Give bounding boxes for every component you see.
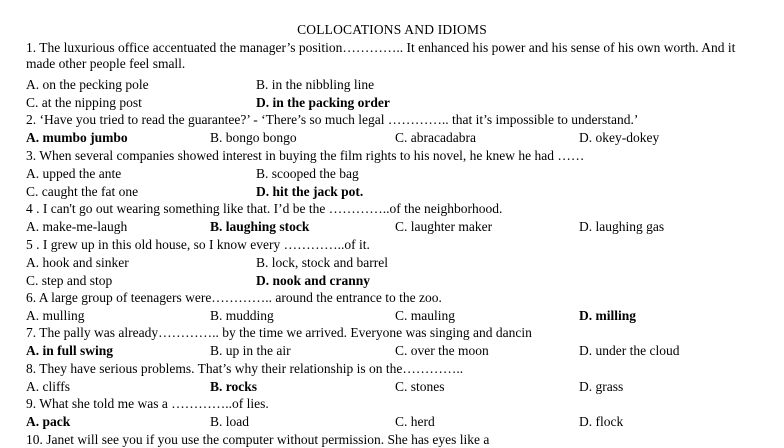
q3-option-c: C. caught the fat one bbox=[26, 184, 139, 199]
q1-option-a: A. on the pecking pole bbox=[26, 77, 149, 92]
q1-option-b: B. in the nibbling line bbox=[256, 77, 375, 92]
q8-option-d: D. grass bbox=[579, 379, 624, 394]
q4-option-c: C. laughter maker bbox=[395, 219, 493, 234]
q7-option-a: A. in full swing bbox=[26, 343, 114, 358]
q6-option-a: A. mulling bbox=[26, 308, 85, 323]
question-6: 6. A large group of teenagers were………….. around the entrance to the zoo. bbox=[26, 290, 442, 305]
q4-option-d: D. laughing gas bbox=[579, 219, 665, 234]
q2-option-a: A. mumbo jumbo bbox=[26, 130, 128, 145]
q9-option-a: A. pack bbox=[26, 414, 71, 429]
q7-option-b: B. up in the air bbox=[210, 343, 291, 358]
q4-option-b: B. laughing stock bbox=[210, 219, 310, 234]
q5-option-b: B. lock, stock and barrel bbox=[256, 255, 388, 270]
q9-option-c: C. herd bbox=[395, 414, 435, 429]
question-2: 2. ‘Have you tried to read the guarantee?’ - ‘There’s so much legal ………….. that it’s impossible to understand.’ bbox=[26, 112, 639, 127]
q6-option-c: C. mauling bbox=[395, 308, 455, 323]
q3-option-d: D. hit the jack pot. bbox=[256, 184, 364, 199]
q8-option-a: A. cliffs bbox=[26, 379, 70, 394]
question-8: 8. They have serious problems. That’s why their relationship is on the………….. bbox=[26, 361, 464, 376]
q9-option-b: B. load bbox=[210, 414, 249, 429]
q2-option-c: C. abracadabra bbox=[395, 130, 476, 145]
question-3: 3. When several companies showed interest in buying the film rights to his novel, he knew he had …… bbox=[26, 148, 585, 163]
q3-option-a: A. upped the ante bbox=[26, 166, 122, 181]
q6-option-d: D. milling bbox=[579, 308, 637, 323]
question-10: 10. Janet will see you if you use the computer without permission. She has eyes like a bbox=[26, 432, 490, 447]
q7-option-d: D. under the cloud bbox=[579, 343, 680, 358]
question-4: 4 . I can't go out wearing something like that. I’d be the …………..of the neighborhood. bbox=[26, 201, 503, 216]
document-title: COLLOCATIONS AND IDIOMS bbox=[297, 22, 487, 37]
question-9: 9. What she told me was a …………..of lies. bbox=[26, 396, 269, 411]
q7-option-c: C. over the moon bbox=[395, 343, 489, 358]
q6-option-b: B. mudding bbox=[210, 308, 274, 323]
question-5: 5 . I grew up in this old house, so I know every …………..of it. bbox=[26, 237, 370, 252]
q4-option-a: A. make-me-laugh bbox=[26, 219, 128, 234]
q1-option-d: D. in the packing order bbox=[256, 95, 390, 110]
q2-option-d: D. okey-dokey bbox=[579, 130, 660, 145]
question-7: 7. The pally was already………….. by the time we arrived. Everyone was singing and dancin bbox=[26, 325, 532, 340]
question-1: 1. The luxurious office accentuated the manager’s position………….. It enhanced his power and his sense of his own worth. And it made other people feel small. bbox=[26, 40, 736, 71]
q9-option-d: D. flock bbox=[579, 414, 624, 429]
q5-option-d: D. nook and cranny bbox=[256, 273, 371, 288]
q2-option-b: B. bongo bongo bbox=[210, 130, 297, 145]
q1-option-c: C. at the nipping post bbox=[26, 95, 142, 110]
q5-option-c: C. step and stop bbox=[26, 273, 113, 288]
q5-option-a: A. hook and sinker bbox=[26, 255, 129, 270]
q8-option-c: C. stones bbox=[395, 379, 445, 394]
q3-option-b: B. scooped the bag bbox=[256, 166, 359, 181]
q8-option-b: B. rocks bbox=[210, 379, 258, 394]
